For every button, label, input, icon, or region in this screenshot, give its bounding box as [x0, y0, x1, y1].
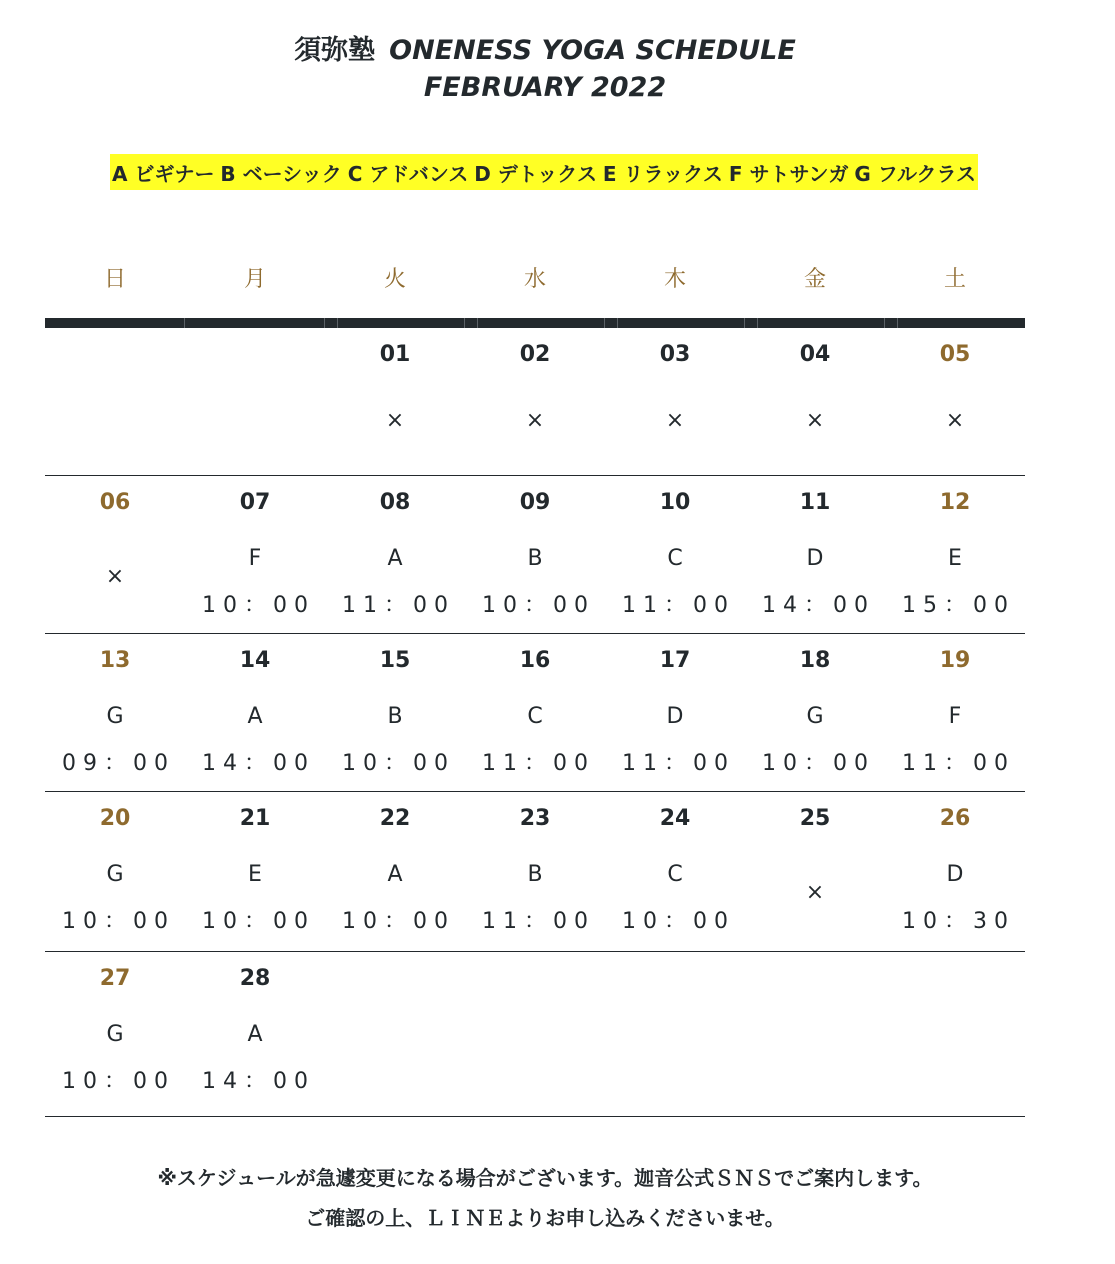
divider-gap — [337, 318, 338, 328]
weekday-header — [45, 262, 1025, 293]
class-time: 14：00 — [762, 593, 875, 618]
class-time: 10：00 — [482, 593, 595, 618]
calendar-day-cell — [45, 476, 185, 634]
weekday-thu: 木 — [663, 267, 686, 292]
calendar-day-cell — [325, 476, 465, 634]
day-number: 11 — [799, 490, 831, 515]
brand-name: 須弥塾 — [294, 35, 376, 66]
legend-item-e: E リラックス — [602, 161, 723, 186]
class-code: B — [527, 546, 543, 571]
calendar-day-cell — [605, 328, 745, 476]
day-number: 22 — [379, 806, 411, 831]
closed-mark: × — [665, 408, 685, 433]
schedule-title: ONENESS YOGA SCHEDULE — [389, 35, 796, 66]
calendar-day-cell — [185, 328, 325, 476]
day-number: 02 — [519, 342, 551, 367]
calendar-day-cell — [605, 952, 745, 1117]
legend-item-g: G フルクラス — [854, 161, 976, 186]
day-number: 15 — [379, 648, 411, 673]
calendar-day-cell — [885, 476, 1025, 634]
class-time: 11：00 — [902, 751, 1015, 776]
divider-gap — [757, 318, 758, 328]
class-time: 11：00 — [622, 751, 735, 776]
schedule-note-2: ご確認の上、ＬＩＮＥよりお申し込みくださいませ。 — [305, 1206, 785, 1230]
class-code: C — [667, 546, 683, 571]
day-number: 27 — [99, 966, 131, 991]
calendar-day-cell — [45, 328, 185, 476]
day-number: 23 — [519, 806, 551, 831]
calendar-day-cell — [745, 792, 885, 952]
class-time: 10：00 — [622, 909, 735, 934]
day-number: 13 — [99, 648, 131, 673]
day-number: 03 — [659, 342, 691, 367]
day-number: 07 — [239, 490, 271, 515]
weekday-wed: 水 — [523, 267, 546, 292]
class-code: E — [948, 546, 962, 571]
class-code: A — [387, 862, 403, 887]
day-number: 19 — [939, 648, 971, 673]
calendar-day-cell — [885, 634, 1025, 792]
calendar-day-cell — [185, 952, 325, 1117]
schedule-month: FEBRUARY 2022 — [423, 72, 667, 103]
calendar-day-cell — [185, 792, 325, 952]
class-code: B — [527, 862, 543, 887]
day-number: 24 — [659, 806, 691, 831]
class-code: A — [247, 1022, 263, 1047]
row-divider — [45, 475, 1025, 476]
day-number: 20 — [99, 806, 131, 831]
divider-gap — [184, 318, 185, 328]
calendar-day-cell — [465, 476, 605, 634]
calendar-day-cell — [885, 328, 1025, 476]
day-number: 10 — [659, 490, 691, 515]
legend-item-b: B ベーシック — [220, 161, 342, 186]
day-number: 05 — [939, 342, 971, 367]
class-code: E — [248, 862, 262, 887]
class-code: F — [948, 704, 962, 729]
class-time: 11：00 — [342, 593, 455, 618]
closed-mark: × — [385, 408, 405, 433]
calendar-day-cell — [325, 634, 465, 792]
day-number: 14 — [239, 648, 271, 673]
divider-gap — [744, 318, 745, 328]
row-divider — [45, 791, 1025, 792]
day-number: 26 — [939, 806, 971, 831]
calendar-day-cell — [465, 792, 605, 952]
day-number: 21 — [239, 806, 271, 831]
class-code: G — [106, 1022, 124, 1047]
class-code: G — [106, 704, 124, 729]
class-code: B — [387, 704, 403, 729]
page-title — [0, 28, 1090, 67]
class-code: D — [666, 704, 684, 729]
class-code: D — [806, 546, 824, 571]
calendar-day-cell — [45, 792, 185, 952]
calendar-week-row — [45, 634, 1025, 792]
class-time: 11：00 — [622, 593, 735, 618]
calendar-day-cell — [465, 328, 605, 476]
class-time: 09：00 — [62, 751, 175, 776]
weekday-sun: 日 — [103, 267, 126, 292]
class-time: 11：00 — [482, 751, 595, 776]
calendar-day-cell — [325, 792, 465, 952]
header-divider — [45, 318, 1025, 328]
day-number: 16 — [519, 648, 551, 673]
closed-mark: × — [805, 408, 825, 433]
weekday-mon: 月 — [243, 267, 266, 292]
class-time: 14：00 — [202, 1069, 315, 1094]
calendar-week-row — [45, 792, 1025, 952]
class-time: 14：00 — [202, 751, 315, 776]
class-code: G — [806, 704, 824, 729]
calendar-day-cell — [185, 634, 325, 792]
calendar-day-cell — [605, 476, 745, 634]
weekday-sat: 土 — [943, 267, 966, 292]
class-code: F — [248, 546, 262, 571]
weekday-fri: 金 — [803, 267, 826, 292]
day-number: 12 — [939, 490, 971, 515]
legend-item-d: D デトックス — [474, 161, 597, 186]
day-number: 28 — [239, 966, 271, 991]
calendar-day-cell — [745, 476, 885, 634]
class-code: C — [527, 704, 543, 729]
closed-mark: × — [945, 408, 965, 433]
calendar-day-cell — [885, 952, 1025, 1117]
divider-gap — [477, 318, 478, 328]
calendar-day-cell — [45, 634, 185, 792]
calendar-day-cell — [745, 328, 885, 476]
weekday-tue: 火 — [383, 267, 406, 292]
calendar-week-row — [45, 952, 1025, 1117]
class-legend — [110, 154, 978, 190]
class-time: 10：00 — [762, 751, 875, 776]
day-number: 06 — [99, 490, 131, 515]
class-time: 10：00 — [342, 751, 455, 776]
class-code: C — [667, 862, 683, 887]
class-time: 10：00 — [342, 909, 455, 934]
divider-gap — [617, 318, 618, 328]
class-time: 11：00 — [482, 909, 595, 934]
class-time: 10：00 — [202, 909, 315, 934]
day-number: 17 — [659, 648, 691, 673]
legend-item-a: A ビギナー — [112, 161, 215, 186]
calendar-day-cell — [465, 634, 605, 792]
calendar-day-cell — [325, 328, 465, 476]
class-code: A — [247, 704, 263, 729]
class-time: 10：00 — [202, 593, 315, 618]
schedule-note-1: ※スケジュールが急遽変更になる場合がございます。迦音公式ＳＮＳでご案内します。 — [157, 1166, 933, 1190]
class-time: 15：00 — [902, 593, 1015, 618]
closed-mark: × — [525, 408, 545, 433]
row-divider — [45, 951, 1025, 952]
calendar-day-cell — [465, 952, 605, 1117]
class-time: 10：00 — [62, 909, 175, 934]
calendar-day-cell — [745, 634, 885, 792]
day-number: 01 — [379, 342, 411, 367]
divider-gap — [464, 318, 465, 328]
calendar-day-cell — [885, 792, 1025, 952]
divider-gap — [604, 318, 605, 328]
legend-item-c: C アドバンス — [347, 161, 469, 186]
calendar-day-cell — [45, 952, 185, 1117]
calendar-day-cell — [605, 634, 745, 792]
calendar-day-cell — [745, 952, 885, 1117]
calendar-week-row — [45, 328, 1025, 476]
day-number: 18 — [799, 648, 831, 673]
divider-gap — [884, 318, 885, 328]
day-number: 25 — [799, 806, 831, 831]
day-number: 08 — [379, 490, 411, 515]
class-code: G — [106, 862, 124, 887]
row-divider — [45, 1116, 1025, 1117]
legend-item-f: F サトサンガ — [728, 161, 849, 186]
class-time: 10：00 — [62, 1069, 175, 1094]
calendar-week-row — [45, 476, 1025, 634]
class-code: A — [387, 546, 403, 571]
calendar-day-cell — [325, 952, 465, 1117]
class-time: 10：30 — [902, 909, 1015, 934]
row-divider — [45, 633, 1025, 634]
class-code: D — [946, 862, 964, 887]
divider-gap — [897, 318, 898, 328]
day-number: 09 — [519, 490, 551, 515]
calendar-day-cell — [185, 476, 325, 634]
divider-gap — [324, 318, 325, 328]
calendar-day-cell — [605, 792, 745, 952]
closed-mark: × — [805, 880, 825, 905]
day-number: 04 — [799, 342, 831, 367]
closed-mark: × — [105, 564, 125, 589]
